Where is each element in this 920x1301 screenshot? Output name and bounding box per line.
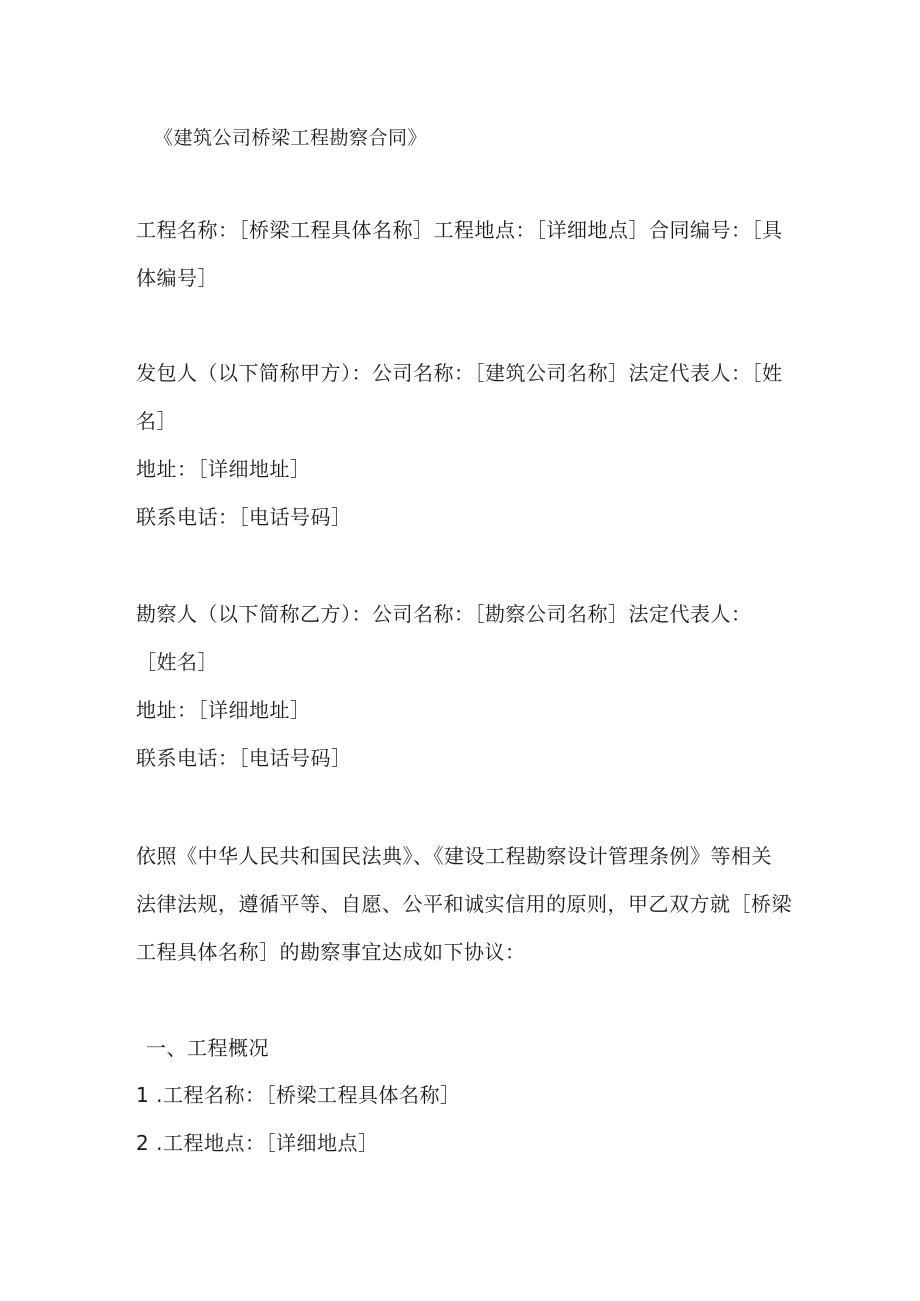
header-info-line-1: 工程名称：［桥梁工程具体名称］工程地点：［详细地点］合同编号：［具 — [136, 218, 783, 242]
preamble-line-1: 依照《中华人民共和国民法典》、《建设工程勘察设计管理条例》等相关 — [136, 844, 772, 868]
header-info-line-2: 体编号］ — [136, 266, 218, 290]
party-b-address: 地址：［详细地址］ — [136, 698, 311, 722]
preamble-line-2: 法律法规，遵循平等、自愿、公平和诚实信用的原则，甲乙双方就［桥梁 — [136, 892, 792, 916]
party-a-phone: 联系电话：［电话号码］ — [136, 505, 352, 529]
preamble-line-3: 工程具体名称］的勘察事宜达成如下协议： — [136, 940, 526, 964]
party-a-line-1: 发包人（以下简称甲方）：公司名称：［建筑公司名称］法定代表人：［姓 — [136, 361, 783, 385]
party-a-address: 地址：［详细地址］ — [136, 457, 311, 481]
party-b-line-1: 勘察人（以下简称乙方）：公司名称：［勘察公司名称］法定代表人： — [136, 602, 752, 626]
party-b-line-2: ［姓名］ — [136, 650, 218, 674]
party-a-line-2: 名］ — [136, 409, 177, 433]
section-1-heading: 一、工程概况 — [146, 1036, 269, 1060]
section-1-item-1: 1 .工程名称：［桥梁工程具体名称］ — [136, 1083, 461, 1107]
document-title: 《建筑公司桥梁工程勘察合同》 — [154, 127, 428, 149]
section-1-item-2: 2 .工程地点：［详细地点］ — [136, 1131, 379, 1155]
party-b-phone: 联系电话：［电话号码］ — [136, 746, 352, 770]
